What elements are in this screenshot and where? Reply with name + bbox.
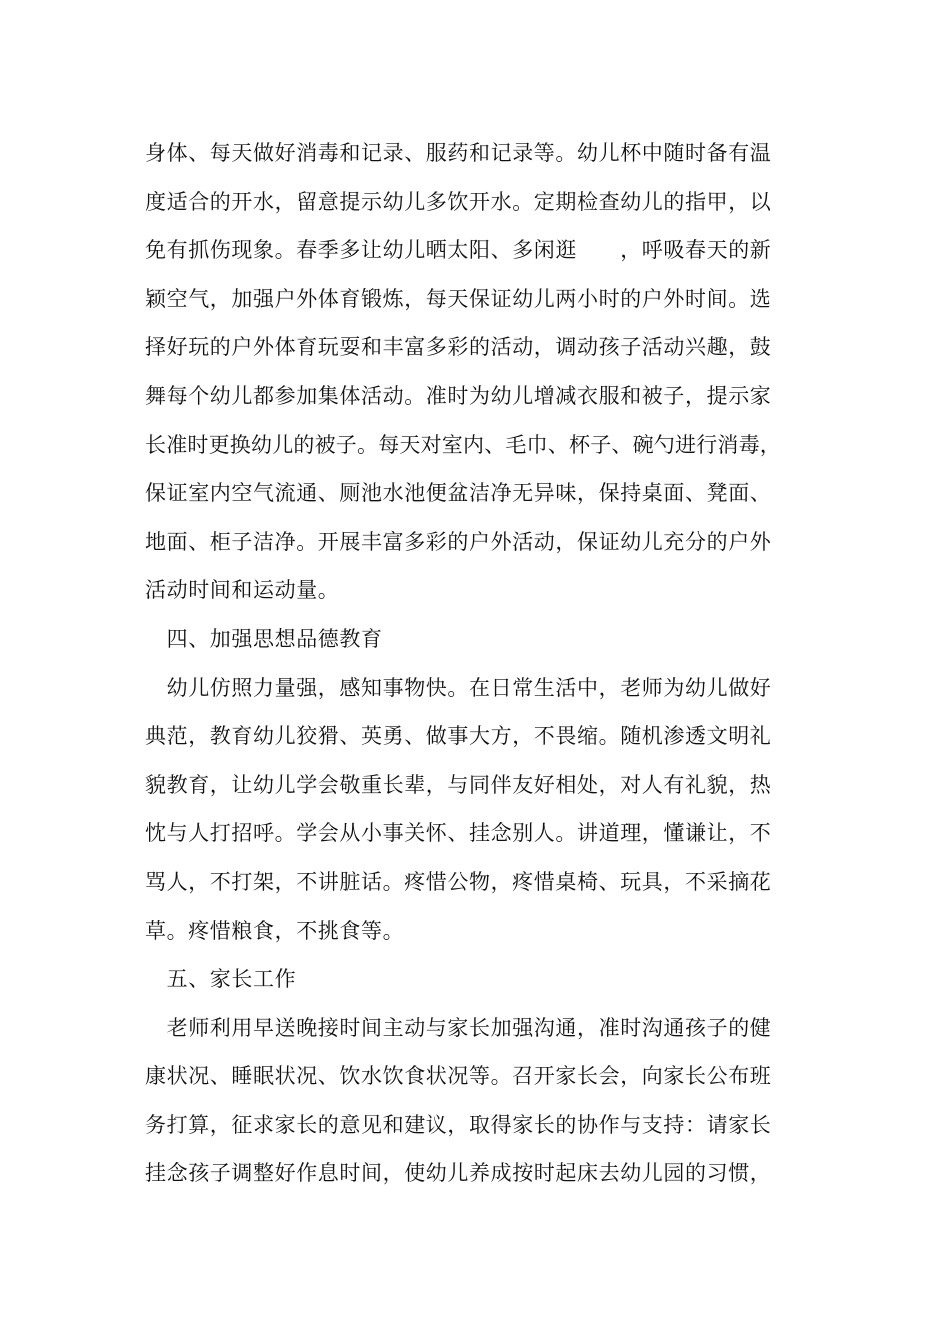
document-body xyxy=(145,129,825,1198)
text-line: 康状况、睡眠状况、饮水饮食状况等。召开家长会，向家长公布班 xyxy=(145,1064,772,1089)
text-line: 务打算，征求家长的意见和建议，取得家长的协作与支持：请家长 xyxy=(145,1112,772,1137)
text-line: 舞每个幼儿都参加集体活动。准时为幼儿增减衣服和被子，提示家 xyxy=(145,383,772,408)
text-line: 草。疼惜粮食，不挑食等。 xyxy=(145,918,405,943)
text-line: 颖空气，加强户外体育锻炼，每天保证幼儿两小时的户外时间。选 xyxy=(145,286,772,311)
text-line: 身体、每天做好消毒和记录、服药和记录等。幼儿杯中随时备有温 xyxy=(145,141,772,165)
text-line: 典范，教育幼儿狡猾、英勇、做事大方，不畏缩。随机渗透文明礼 xyxy=(145,724,772,749)
text-line: 度适合的开水，留意提示幼儿多饮开水。定期检查幼儿的指甲，以 xyxy=(145,189,772,214)
text-line: 择好玩的户外体育玩耍和丰富多彩的活动，调动孩子活动兴趣，鼓 xyxy=(145,335,772,360)
text-line: 免有抓伤现象。春季多让幼儿晒太阳、多闲逛 ，呼吸春天的新 xyxy=(145,238,772,263)
text-line: 地面、柜子洁净。开展丰富多彩的户外活动，保证幼儿充分的户外 xyxy=(145,529,772,554)
text-line: 长准时更换幼儿的被子。每天对室内、毛巾、杯子、碗勺进行消毒， xyxy=(145,432,781,457)
text-line: 保证室内空气流通、厕池水池便盆洁净无异味，保持桌面、凳面、 xyxy=(145,481,772,506)
text-line: 幼儿仿照力量强，感知事物快。在日常生活中，老师为幼儿做好 xyxy=(145,675,772,700)
text-line: 老师利用早送晚接时间主动与家长加强沟通，准时沟通孩子的健 xyxy=(145,1015,772,1040)
text-line: 骂人，不打架，不讲脏话。疼惜公物，疼惜桌椅、玩具，不采摘花 xyxy=(145,869,772,894)
text-line: 活动时间和运动量。 xyxy=(145,578,340,603)
section-heading: 五、家长工作 xyxy=(145,967,297,992)
section-heading: 四、加强思想品德教育 xyxy=(145,626,383,651)
text-line: 挂念孩子调整好作息时间，使幼儿养成按时起床去幼儿园的习惯， xyxy=(145,1161,772,1186)
text-line: 貌教育，让幼儿学会敬重长辈，与同伴友好相处，对人有礼貌，热 xyxy=(145,772,772,797)
text-line: 忱与人打招呼。学会从小事关怀、挂念别人。讲道理，懂谦让，不 xyxy=(145,821,772,846)
